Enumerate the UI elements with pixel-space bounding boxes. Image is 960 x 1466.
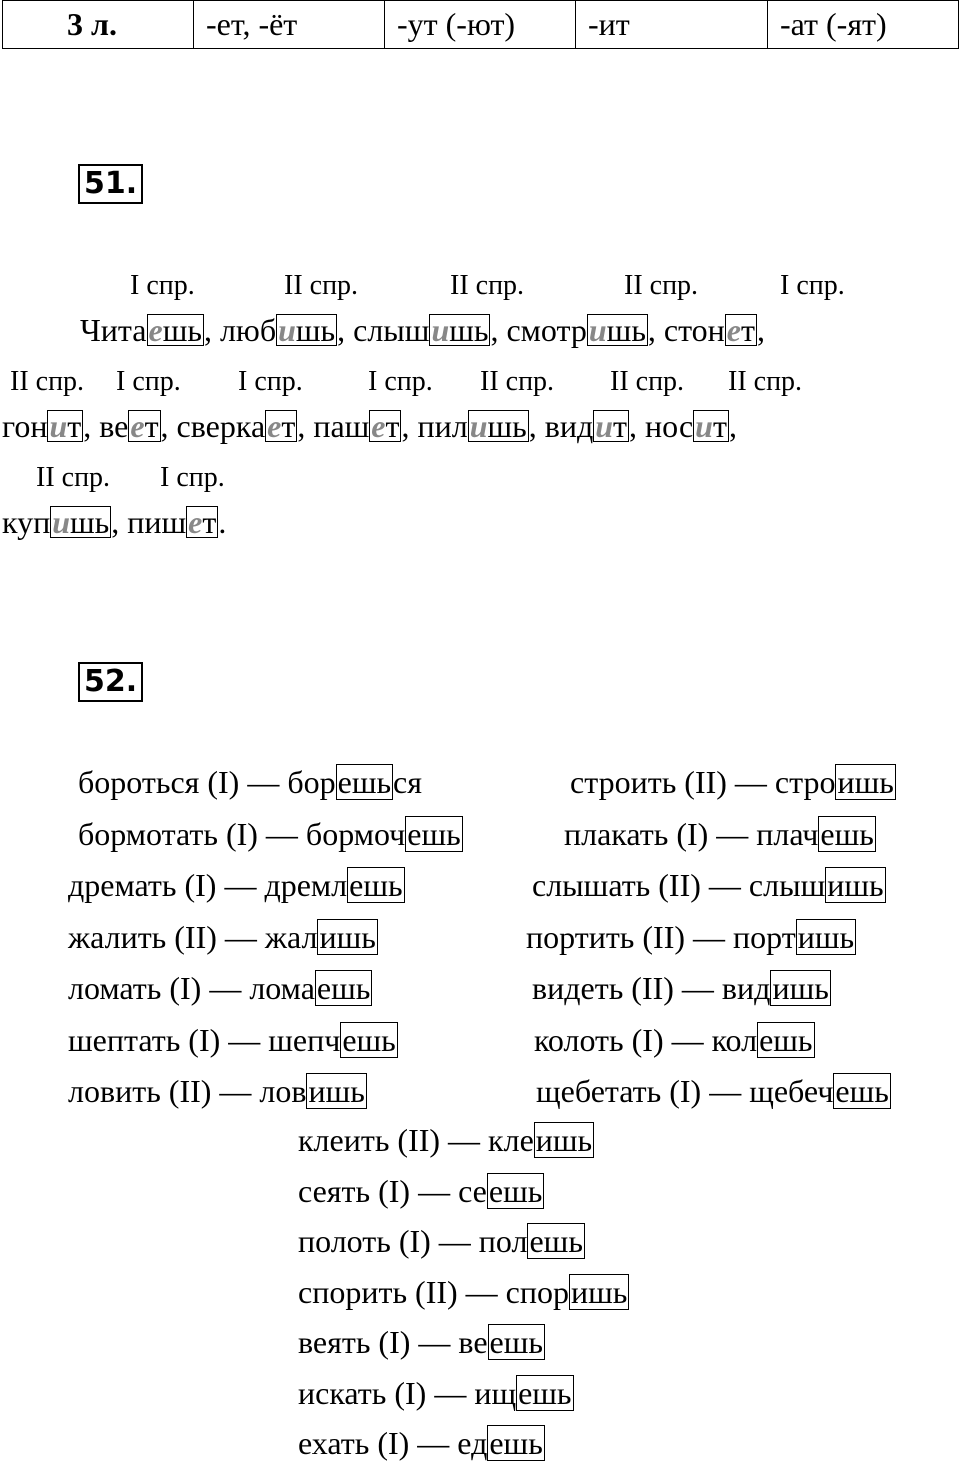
verb-form bbox=[545, 408, 645, 444]
ending-vowel: и bbox=[595, 408, 614, 444]
conjugation-label: II спр. bbox=[624, 270, 699, 301]
ending-vowel: е bbox=[267, 408, 282, 444]
verb-form bbox=[664, 312, 765, 348]
ending-box: ешь bbox=[488, 1172, 543, 1209]
ending-box: ешь bbox=[529, 1223, 583, 1259]
verb-stem: слыш bbox=[353, 312, 430, 348]
ending-box: ишь bbox=[319, 918, 376, 955]
verb-pair bbox=[78, 814, 463, 854]
verb-stem: пил bbox=[417, 408, 468, 444]
verb-stem: сверка bbox=[176, 408, 266, 444]
verb-form bbox=[127, 504, 226, 540]
verb-form bbox=[177, 408, 314, 444]
separator: . bbox=[218, 504, 227, 540]
ending-box: ешь bbox=[316, 970, 371, 1006]
ending-box bbox=[725, 314, 757, 346]
separator: , bbox=[111, 504, 128, 540]
ending-rest: шь bbox=[162, 312, 202, 348]
exercise-52-number: 52. bbox=[78, 662, 143, 702]
verb-pair-text: искать (I) — ищ bbox=[298, 1374, 517, 1411]
verb-form bbox=[506, 312, 663, 348]
verb-pair-text: дремать (I) — дремл bbox=[68, 867, 348, 903]
verb-pair bbox=[534, 1020, 815, 1060]
ending-vowel: и bbox=[49, 408, 68, 444]
ending-box bbox=[693, 410, 729, 442]
ending-vowel: и bbox=[469, 408, 488, 444]
verb-suffix: ся bbox=[393, 764, 422, 800]
conjugation-label: I спр. bbox=[116, 366, 181, 397]
separator: , bbox=[728, 408, 737, 444]
separator: , bbox=[528, 408, 545, 444]
conjugation-label: II спр. bbox=[610, 366, 685, 397]
conjugation-label: II спр. bbox=[480, 366, 555, 397]
verb-form bbox=[2, 408, 99, 444]
verb-pair bbox=[564, 814, 876, 854]
verb-pair bbox=[68, 968, 372, 1008]
separator: , bbox=[401, 408, 418, 444]
verb-stem: смотр bbox=[506, 312, 587, 348]
ending-vowel: е bbox=[130, 408, 145, 444]
ending-box bbox=[276, 314, 337, 346]
ending-rest: шь bbox=[606, 312, 646, 348]
verb-pair bbox=[532, 865, 886, 905]
ending-box: ишь bbox=[797, 918, 855, 955]
verb-form bbox=[645, 408, 737, 444]
conjugation-label: II спр. bbox=[10, 366, 85, 397]
ending-box: ешь bbox=[835, 1073, 889, 1109]
separator: , bbox=[629, 408, 646, 444]
verb-form bbox=[353, 312, 506, 348]
verb-pair bbox=[68, 1071, 367, 1111]
verb-pair bbox=[298, 1423, 545, 1463]
verb-pair bbox=[68, 865, 405, 905]
ending-rest: т bbox=[741, 312, 755, 348]
ending-box: ишь bbox=[772, 970, 829, 1006]
ending-box: ешь bbox=[489, 1324, 543, 1360]
ending-box bbox=[50, 506, 111, 538]
verb-pair bbox=[298, 1120, 594, 1160]
separator: , bbox=[83, 408, 100, 444]
verb-pair-text: портить (II) — порт bbox=[526, 918, 796, 955]
separator: , bbox=[756, 312, 765, 348]
verb-pair-text: клеить (II) — кле bbox=[298, 1122, 534, 1158]
conjugation-label: II спр. bbox=[36, 462, 111, 493]
ending-rest: шь bbox=[449, 312, 489, 348]
ending-cell: -ит bbox=[576, 1, 768, 49]
verb-pair-text: плакать (I) — плач bbox=[564, 815, 819, 852]
ending-box bbox=[468, 410, 529, 442]
conjugation-label: I спр. bbox=[780, 270, 845, 301]
ending-box bbox=[369, 410, 401, 442]
separator: , bbox=[297, 408, 314, 444]
verb-stem: пиш bbox=[127, 504, 187, 540]
ending-box: ишь bbox=[570, 1273, 628, 1310]
verb-stem: ве bbox=[99, 408, 129, 444]
verb-pair-text: ломать (I) — лома bbox=[68, 970, 315, 1006]
verb-form bbox=[417, 408, 544, 444]
ending-vowel: и bbox=[52, 504, 71, 540]
verb-pair-text: колоть (I) — кол bbox=[534, 1021, 758, 1058]
conjugation-label: I спр. bbox=[238, 366, 303, 397]
verb-form bbox=[2, 504, 127, 540]
verb-pair-text: сеять (I) — се bbox=[298, 1172, 487, 1209]
ending-vowel: и bbox=[278, 312, 296, 348]
verb-pair bbox=[298, 1373, 574, 1413]
ending-rest: т bbox=[144, 408, 159, 444]
separator: , bbox=[337, 312, 354, 348]
verb-pair-text: слышать (II) — слыш bbox=[532, 867, 826, 903]
verb-stem: нос bbox=[645, 408, 694, 444]
verb-pair bbox=[570, 762, 896, 802]
verb-stem: куп bbox=[2, 504, 51, 540]
verb-pair bbox=[298, 1221, 585, 1261]
ending-rest: т bbox=[202, 504, 217, 540]
verb-pair-text: полоть (I) — пол bbox=[298, 1223, 528, 1259]
verb-pair bbox=[526, 917, 856, 957]
ending-box: ешь bbox=[407, 815, 461, 852]
ending-cell: -ет, -ёт bbox=[194, 1, 385, 49]
separator: , bbox=[203, 312, 220, 348]
ending-vowel: е bbox=[726, 312, 741, 348]
ending-box bbox=[593, 410, 629, 442]
ex51-conjugation-row-3 bbox=[0, 462, 960, 496]
verb-pair-text: бормотать (I) — бормоч bbox=[78, 815, 406, 852]
ending-vowel: е bbox=[148, 312, 163, 348]
verb-pair bbox=[78, 762, 422, 802]
verb-pair bbox=[298, 1171, 544, 1211]
ending-box: ешь bbox=[337, 764, 392, 800]
ending-vowel: е bbox=[188, 504, 203, 540]
verb-pair-text: ловить (II) — лов bbox=[68, 1073, 307, 1109]
ending-rest: т bbox=[613, 408, 628, 444]
verb-stem: гон bbox=[2, 408, 48, 444]
ending-box: ешь bbox=[349, 867, 403, 903]
verb-pair-text: веять (I) — ве bbox=[298, 1324, 488, 1360]
ending-vowel: е bbox=[371, 408, 386, 444]
ending-box: ешь bbox=[342, 1021, 396, 1058]
ending-box bbox=[587, 314, 648, 346]
verb-stem: вид bbox=[544, 408, 594, 444]
ending-rest: шь bbox=[70, 504, 110, 540]
verb-pair-text: видеть (II) — вид bbox=[532, 970, 771, 1006]
verb-stem: люб bbox=[219, 312, 277, 348]
verb-form bbox=[99, 408, 176, 444]
ending-vowel: и bbox=[588, 312, 607, 348]
endings-table-row bbox=[2, 0, 959, 49]
verb-stem: Чита bbox=[80, 312, 147, 348]
ending-box bbox=[186, 506, 218, 538]
verb-pair-text: ехать (I) — ед bbox=[298, 1425, 488, 1461]
ending-vowel: и bbox=[695, 408, 713, 444]
ending-box bbox=[429, 314, 490, 346]
ex51-word-line-3 bbox=[2, 504, 226, 541]
ending-rest: т bbox=[281, 408, 296, 444]
ending-cell: -ат (-ят) bbox=[768, 1, 959, 49]
verb-pair bbox=[532, 968, 831, 1008]
conjugation-label: II спр. bbox=[284, 270, 359, 301]
verb-pair bbox=[68, 917, 378, 957]
verb-pair-text: щебетать (I) — щебеч bbox=[536, 1073, 834, 1109]
ending-box bbox=[47, 410, 83, 442]
ending-box: ишь bbox=[827, 867, 884, 903]
ending-box: ишь bbox=[308, 1073, 365, 1109]
conjugation-label: II спр. bbox=[450, 270, 525, 301]
verb-pair bbox=[298, 1272, 629, 1312]
ex51-conjugation-row-2 bbox=[0, 366, 960, 400]
verb-stem: паш bbox=[313, 408, 370, 444]
ending-vowel: и bbox=[431, 312, 450, 348]
ending-box: ишь bbox=[535, 1122, 593, 1158]
table-row bbox=[3, 1, 959, 49]
verb-pair-text: строить (II) — стро bbox=[570, 764, 836, 800]
separator: , bbox=[160, 408, 177, 444]
ending-box: ешь bbox=[489, 1425, 543, 1461]
separator: , bbox=[490, 312, 507, 348]
verb-pair-text: шептать (I) — шепч bbox=[68, 1021, 341, 1058]
verb-form bbox=[80, 312, 220, 348]
ending-box: ешь bbox=[759, 1021, 813, 1058]
conjugation-label: I спр. bbox=[368, 366, 433, 397]
ending-box bbox=[147, 314, 204, 346]
ending-box bbox=[128, 410, 160, 442]
ex51-word-line-2 bbox=[2, 408, 737, 445]
ending-box: ишь bbox=[837, 764, 894, 800]
ending-box bbox=[265, 410, 297, 442]
verb-form bbox=[313, 408, 417, 444]
ending-rest: т bbox=[712, 408, 727, 444]
ex51-conjugation-row-1 bbox=[0, 270, 960, 304]
ending-box: ешь bbox=[820, 815, 874, 852]
separator: , bbox=[647, 312, 664, 348]
verb-pair-text: бороться (I) — бор bbox=[78, 764, 336, 800]
conjugation-label: I спр. bbox=[160, 462, 225, 493]
ending-cell: -ут (-ют) bbox=[385, 1, 576, 49]
verb-stem: стон bbox=[663, 312, 725, 348]
verb-pair bbox=[298, 1322, 545, 1362]
verb-pair-text: спорить (II) — спор bbox=[298, 1273, 569, 1310]
ending-rest: т bbox=[385, 408, 400, 444]
verb-pair-text: жалить (II) — жал bbox=[68, 918, 318, 955]
ending-box: ешь bbox=[518, 1374, 572, 1411]
ending-rest: т bbox=[67, 408, 82, 444]
person-label-cell: 3 л. bbox=[3, 1, 194, 49]
conjugation-label: I спр. bbox=[130, 270, 195, 301]
verb-form bbox=[220, 312, 353, 348]
conjugation-label: II спр. bbox=[728, 366, 803, 397]
verb-pair bbox=[536, 1071, 891, 1111]
ending-rest: шь bbox=[487, 408, 527, 444]
ex51-word-line-1 bbox=[80, 312, 765, 349]
exercise-51-number: 51. bbox=[78, 164, 143, 204]
verb-pair bbox=[68, 1020, 398, 1060]
ending-rest: шь bbox=[295, 312, 336, 348]
